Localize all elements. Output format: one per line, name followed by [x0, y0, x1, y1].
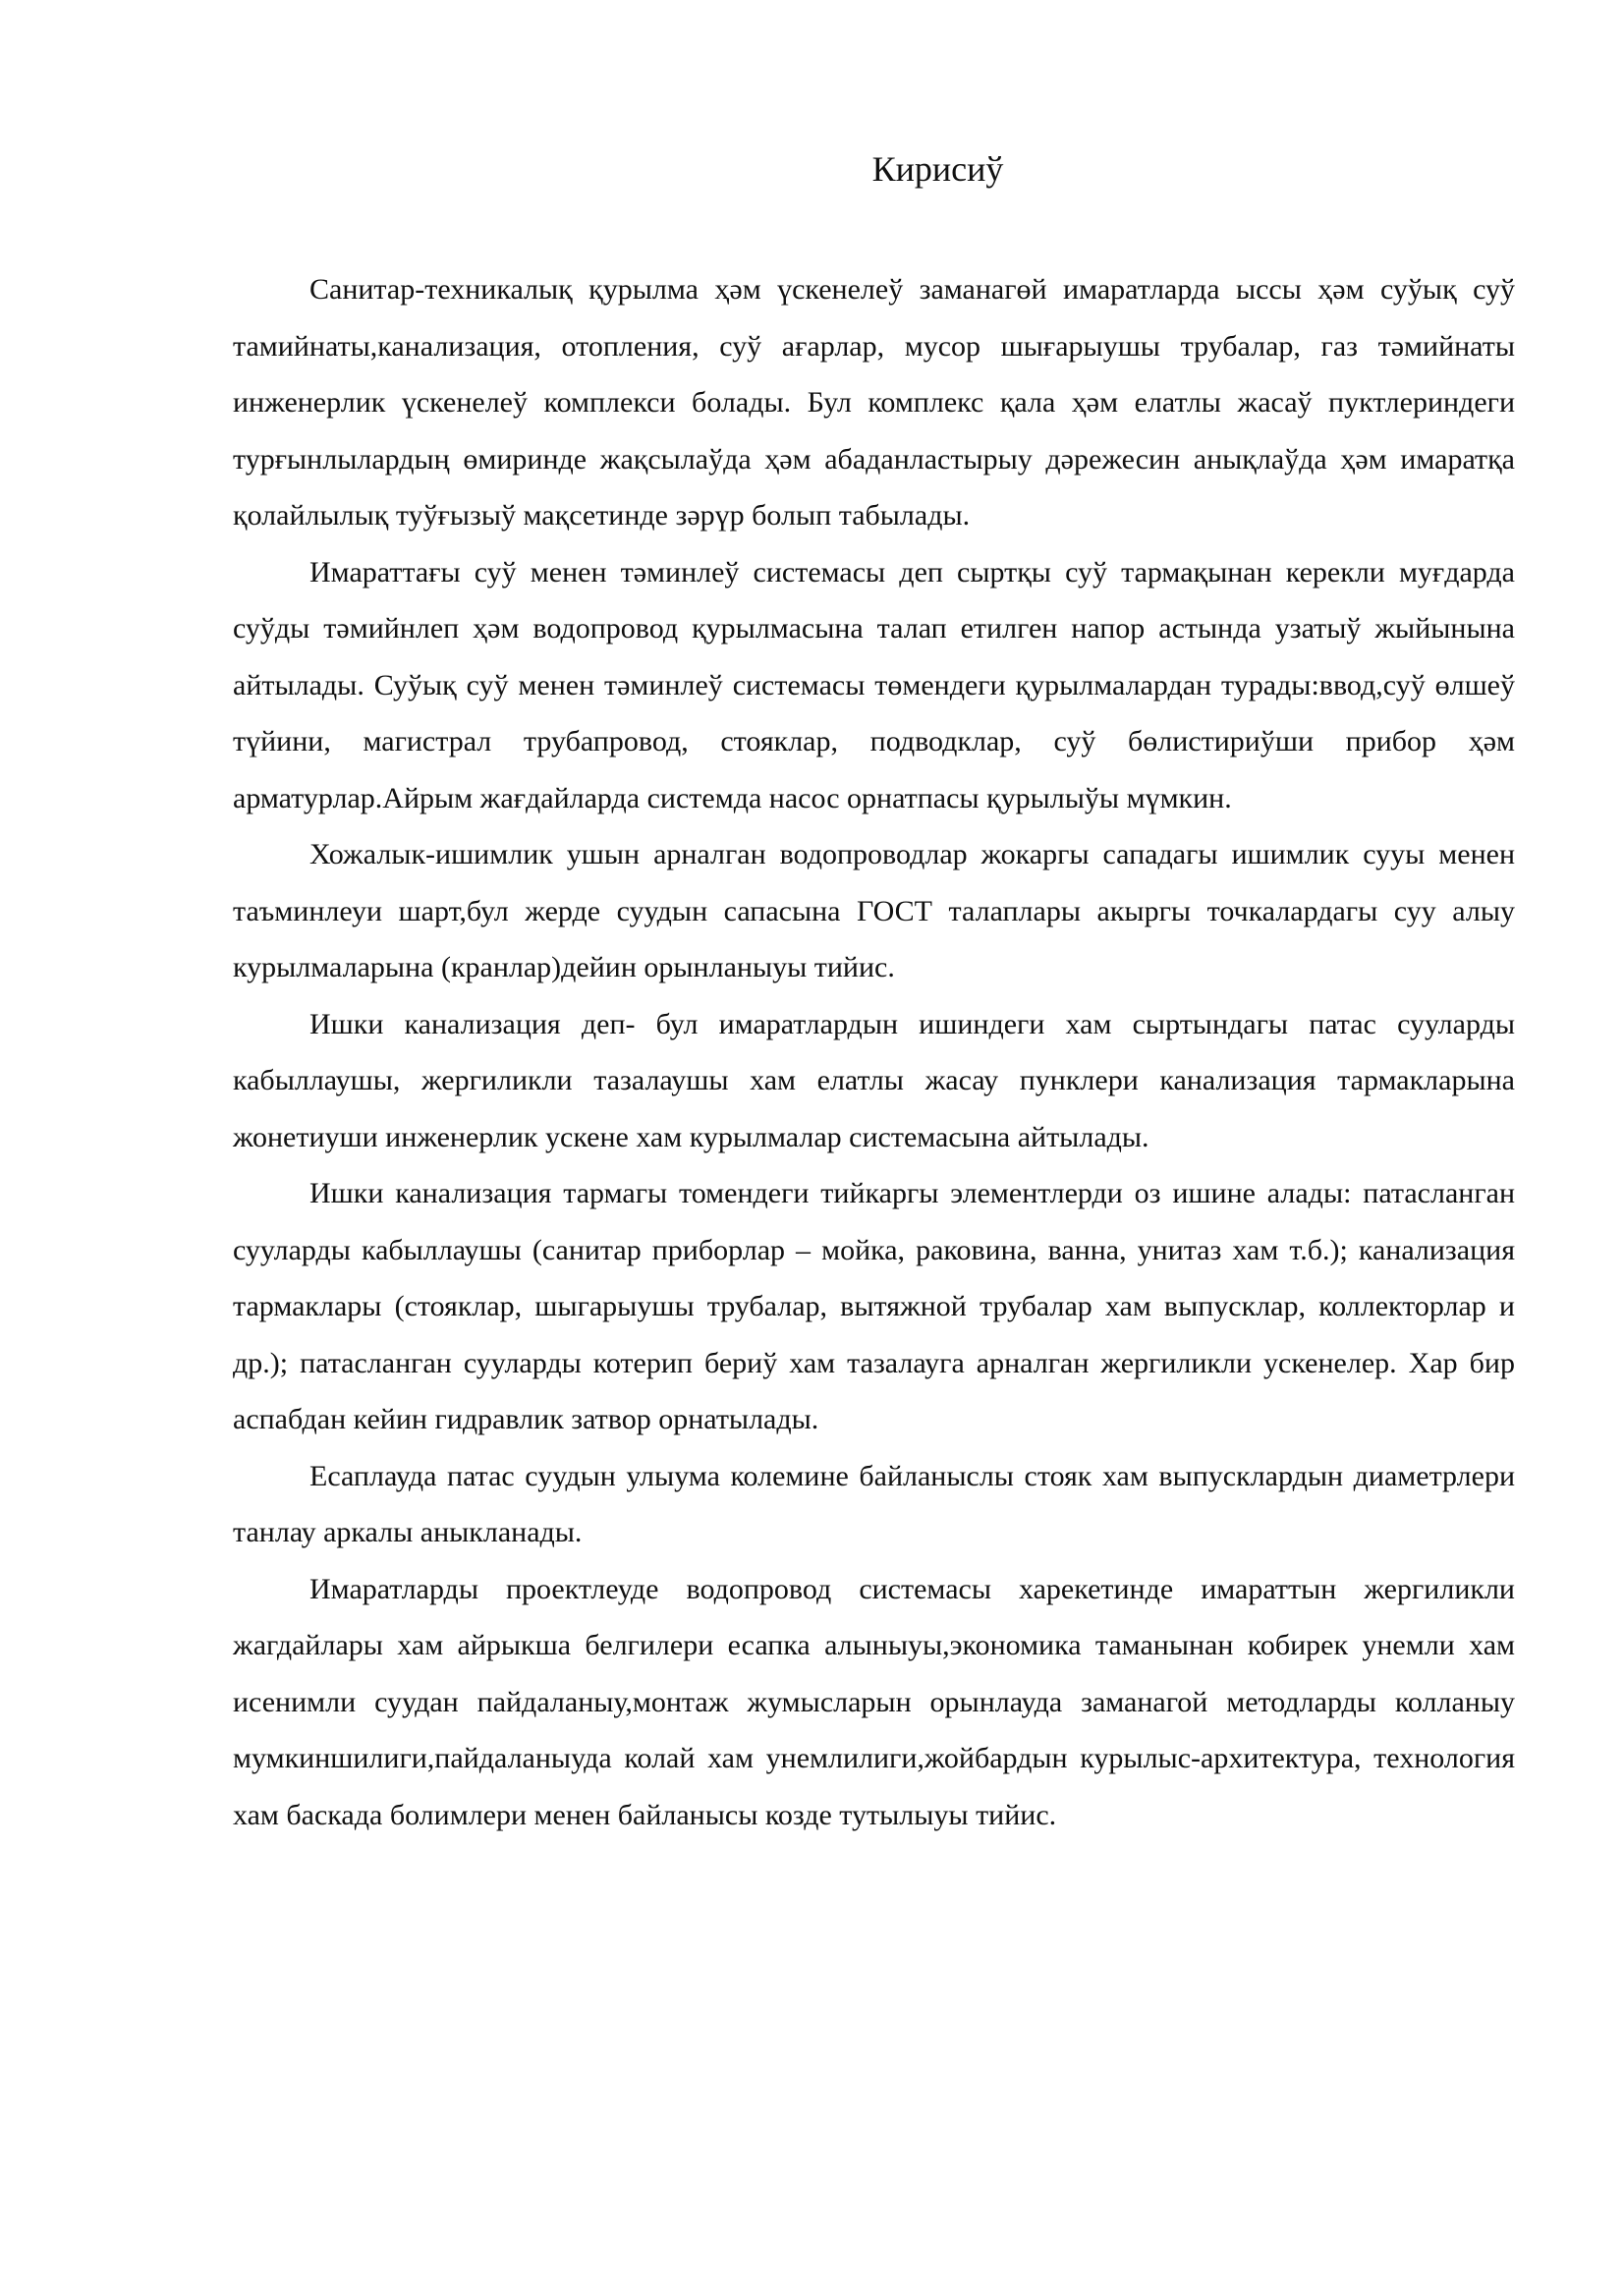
document-page: [233, 147, 1515, 1843]
paragraph-4: Ишки канализация деп- бул имаратлардын ишиндеги хам сыртындагы патас сууларды кабыллаушы, жергиликли тазалаушы хам елатлы жасау пунклери канализация тармакларына жонетиуши инженерлик ускене хам курылмалар системасына айтылады.: [233, 1007, 1515, 1153]
paragraph-5: Ишки канализация тармагы томендеги тийкаргы элементлерди оз ишине алады: патасланган сууларды кабыллаушы (санитар приборлар – мойка, раковина, ванна, унитаз хам т.б.); канализация тармаклары (стояклар, шыгарыушы трубалар, вытяжной трубалар хам выпусклар, коллекторлар и др.); патасланган сууларды котерип бериў хам тазалауга арналган жергиликли ускенелер. Хар бир аспабдан кейин гидравлик затвор орнатылады.: [233, 1177, 1515, 1435]
paragraph-6: Есаплауда патас суудын улыума колемине байланыслы стояк хам выпусклардын диаметрлери танлау аркалы аныкланады.: [233, 1459, 1515, 1548]
paragraph-1: Санитар-техникалық қурылма ҳәм үскенелеў заманагөй имаратларда ыссы ҳәм суўық суў тамийнаты,канализация, отопления, суў ағарлар, мусор шығарыушы трубалар, газ тәмийнаты инженерлик үскенелеў комплекси болады. Бул комплекс қала ҳәм елатлы жасаў пуктлериндеги турғынлылардың өмиринде жақсылаўда ҳәм абаданластырыу дәрежесин анықлаўда ҳәм имаратқа қолайлылық туўғызыў мақсетинде зәрүр болып табылады.: [233, 273, 1515, 532]
paragraph-3: Хожалык-ишимлик ушын арналган водопроводлар жокаргы сападагы ишимлик сууы менен таъминлеуи шарт,бул жерде суудын сапасына ГОСТ талаплары акыргы точкалардагы суу алыу курылмаларына (кранлар)дейин орынланыуы тийис.: [233, 838, 1515, 983]
document-title: Кирисиў: [871, 149, 1004, 189]
paragraph-2: Имараттағы суў менен тәминлеў системасы деп сыртқы суў тармақынан керекли муғдарда суўды тәмийнлеп ҳәм водопровод қурылмасына талап етилген напор астында узатыў жыйынына айтылады. Суўық суў менен тәминлеў системасы төмендеги қурылмалардан турады:ввод,суў өлшеў түйини, магистрал трубапровод, стояклар, подводклар, суў бөлистириўши прибор ҳәм арматурлар.Айрым жағдайларда системда насос орнатпасы қурылыўы мүмкин.: [233, 555, 1515, 814]
paragraph-7: Имаратларды проектлеуде водопровод системасы харекетинде имараттын жергиликли жагдайлары хам айрыкша белгилери есапка алыныуы,экономика таманынан кобирек унемли хам исенимли суудан пайдаланыу,монтаж жумысларын орынлауда заманагой методларды колланыу мумкиншилиги,пайдаланыуда колай хам унемлилиги,жойбардын курылыс-архитектура, технология хам баскада болимлери менен байланысы козде тутылыуы тийис.: [233, 1572, 1515, 1831]
